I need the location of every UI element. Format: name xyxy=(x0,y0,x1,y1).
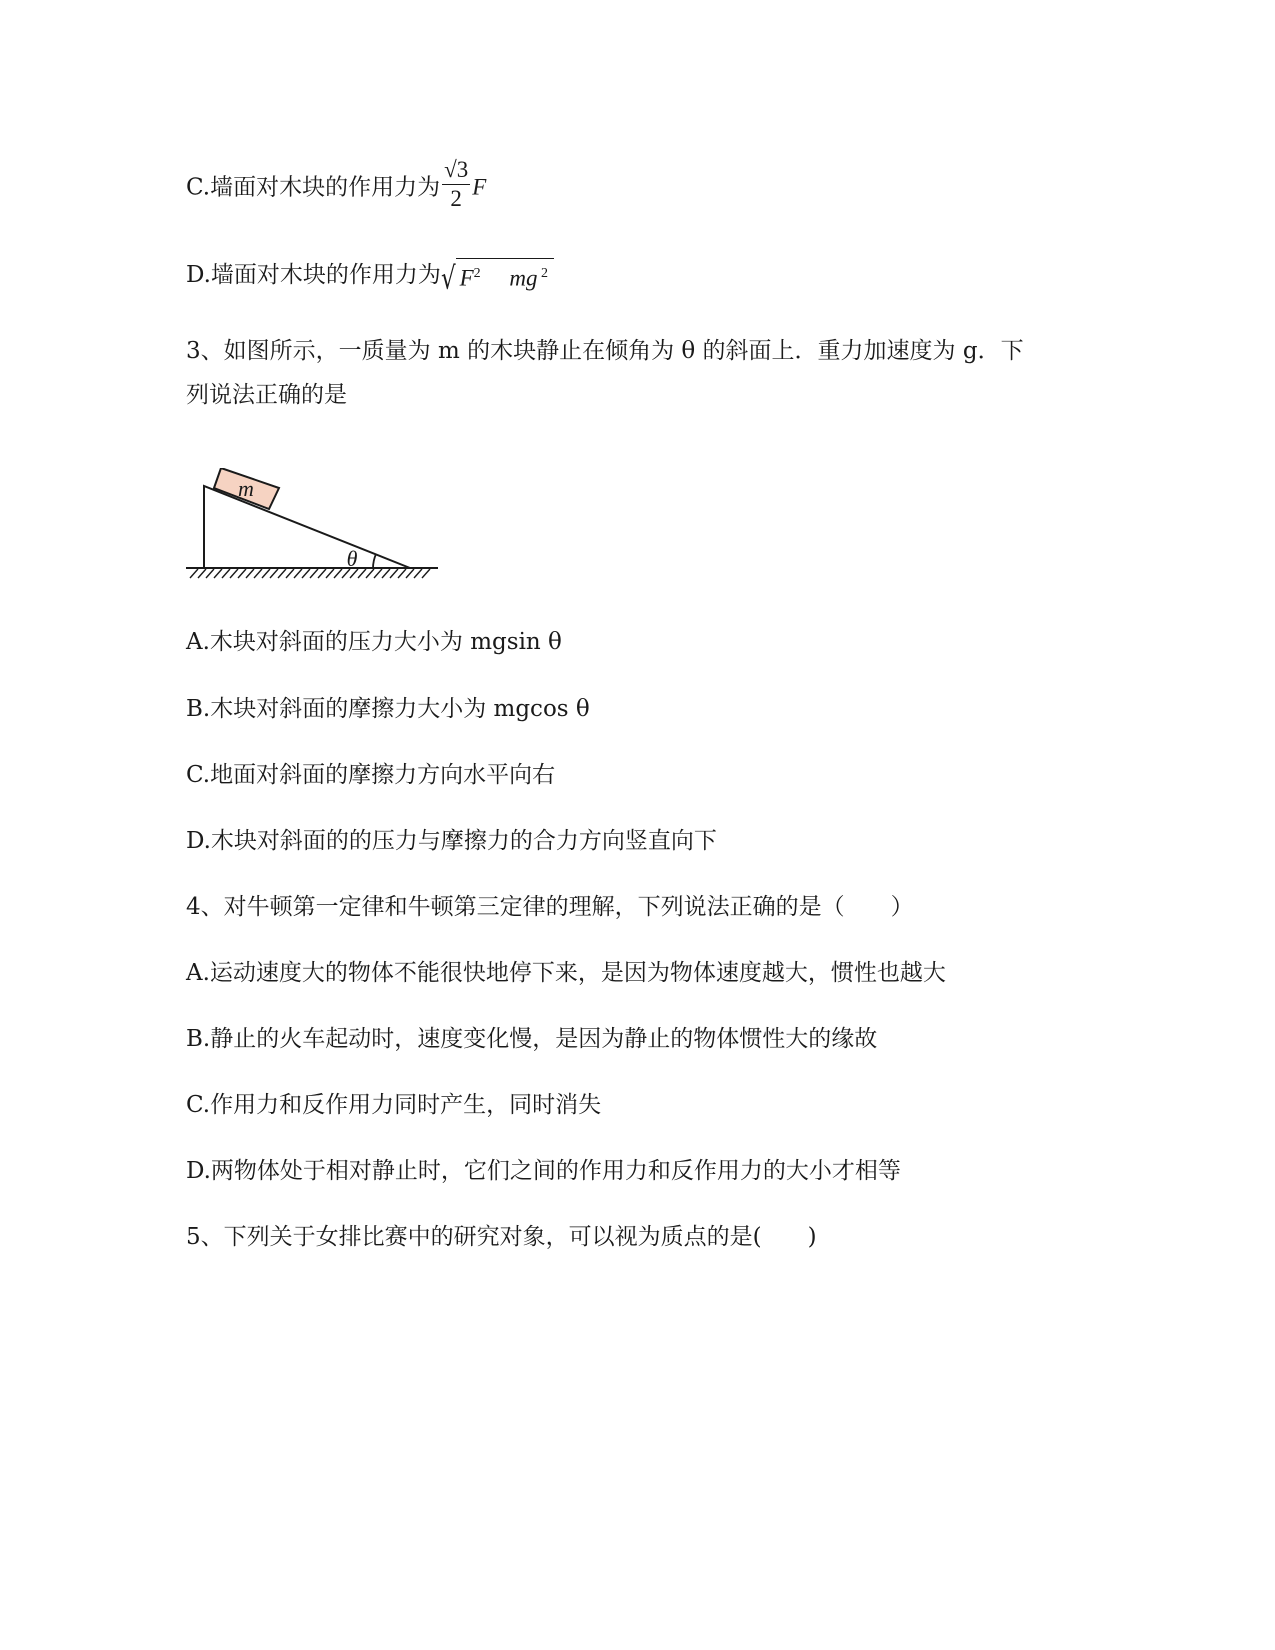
question-3-stem-line2: 列说法正确的是 xyxy=(186,382,347,408)
angle-arc xyxy=(373,554,376,568)
sqrt-expression: √ $F^2$ mg $^2$ xyxy=(441,258,554,294)
option-q3-d: D.木块对斜面的的压力与摩擦力的合力方向竖直向下 xyxy=(186,828,717,854)
variable-f: F xyxy=(472,174,487,200)
option-q2-c-text: C.墙面对木块的作用力为 xyxy=(186,174,441,201)
question-4-stem: 4、对牛顿第一定律和牛顿第三定律的理解，下列说法正确的是（ ） xyxy=(186,894,914,920)
option-q2-d-text: D.墙面对木块的作用力为 xyxy=(186,261,441,288)
question-3-stem-line1: 3、如图所示，一质量为 m 的木块静止在倾角为 θ 的斜面上．重力加速度为 g．下 xyxy=(186,338,1024,364)
block-label: m xyxy=(238,476,254,501)
option-q4-d: D.两物体处于相对静止时，它们之间的作用力和反作用力的大小才相等 xyxy=(186,1158,901,1184)
option-q4-b: B.静止的火车起动时，速度变化慢，是因为静止的物体惯性大的缘故 xyxy=(186,1026,878,1052)
fraction-sqrt3-over-2 xyxy=(442,156,470,213)
question-5-stem: 5、下列关于女排比赛中的研究对象，可以视为质点的是( ) xyxy=(186,1224,817,1250)
ground-hatching xyxy=(190,569,430,578)
angle-label: θ xyxy=(346,546,358,571)
option-q3-c: C.地面对斜面的摩擦力方向水平向右 xyxy=(186,762,556,788)
option-q2-d xyxy=(186,258,554,297)
option-q4-c: C.作用力和反作用力同时产生，同时消失 xyxy=(186,1092,602,1118)
option-q4-a: A.运动速度大的物体不能很快地停下来，是因为物体速度越大，惯性也越大 xyxy=(186,960,946,986)
option-q3-b: B.木块对斜面的摩擦力大小为 mgcos θ xyxy=(186,696,590,722)
incline-diagram xyxy=(186,468,446,583)
fraction-denominator: 2 xyxy=(450,186,462,211)
sqrt-term-mg: mg xyxy=(509,265,538,291)
sqrt-term-f: F xyxy=(459,265,474,291)
incline-triangle xyxy=(204,486,410,568)
option-q3-a: A.木块对斜面的压力大小为 mgsin θ xyxy=(186,629,562,655)
option-q2-c xyxy=(186,157,487,217)
fraction-numerator: √3 xyxy=(442,156,470,185)
